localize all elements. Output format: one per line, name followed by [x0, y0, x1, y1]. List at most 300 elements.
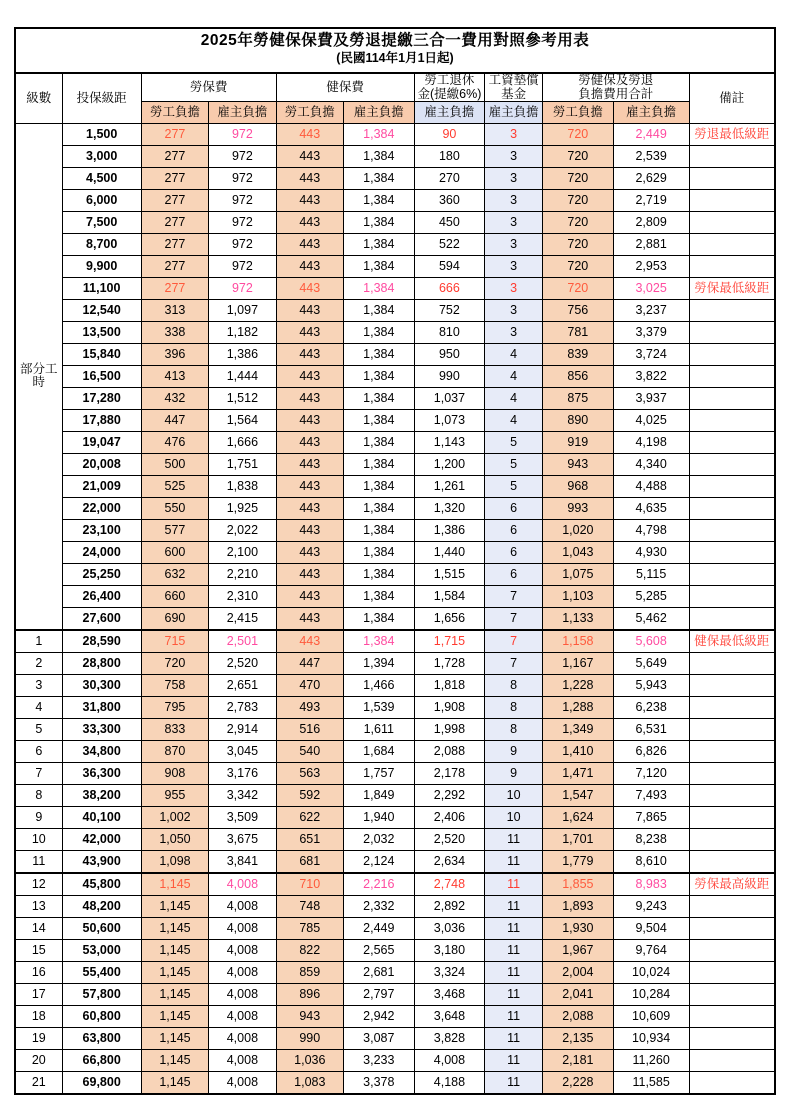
subheader-pension-employer: 雇主負擔 [414, 101, 485, 123]
subheader-fund-employer: 雇主負擔 [485, 101, 543, 123]
cell-insured-grade: 16,500 [62, 365, 141, 387]
cell-pension-employer: 2,634 [414, 850, 485, 873]
cell-remark [689, 563, 775, 585]
cell-health-employer: 1,940 [343, 806, 414, 828]
cell-level: 21 [15, 1071, 62, 1094]
cell-labor-employer: 1,097 [209, 299, 276, 321]
cell-health-employee: 443 [276, 453, 343, 475]
cell-health-employee: 443 [276, 475, 343, 497]
cell-labor-employee: 1,098 [141, 850, 208, 873]
cell-wage-fund: 11 [485, 895, 543, 917]
cell-total-employee: 1,075 [543, 563, 614, 585]
cell-health-employer: 1,384 [343, 145, 414, 167]
cell-pension-employer: 950 [414, 343, 485, 365]
cell-labor-employer: 2,022 [209, 519, 276, 541]
cell-labor-employer: 4,008 [209, 917, 276, 939]
cell-insured-grade: 57,800 [62, 983, 141, 1005]
cell-total-employer: 3,237 [613, 299, 689, 321]
cell-labor-employee: 600 [141, 541, 208, 563]
cell-health-employer: 2,032 [343, 828, 414, 850]
table-row [15, 961, 775, 983]
header-total-line1: 勞健保及勞退 [578, 73, 654, 88]
cell-remark: 健保最低級距 [689, 630, 775, 653]
cell-insured-grade: 66,800 [62, 1049, 141, 1071]
cell-labor-employee: 277 [141, 123, 208, 145]
cell-health-employer: 2,124 [343, 850, 414, 873]
cell-pension-employer: 2,292 [414, 784, 485, 806]
cell-labor-employee: 1,050 [141, 828, 208, 850]
cell-wage-fund: 4 [485, 387, 543, 409]
cell-labor-employee: 690 [141, 607, 208, 630]
cell-health-employee: 563 [276, 762, 343, 784]
cell-labor-employee: 1,145 [141, 895, 208, 917]
cell-health-employer: 3,087 [343, 1027, 414, 1049]
cell-wage-fund: 5 [485, 453, 543, 475]
cell-labor-employer: 2,520 [209, 652, 276, 674]
cell-level: 2 [15, 652, 62, 674]
cell-insured-grade: 23,100 [62, 519, 141, 541]
cell-pension-employer: 990 [414, 365, 485, 387]
cell-remark [689, 828, 775, 850]
cell-total-employer: 2,539 [613, 145, 689, 167]
cell-wage-fund: 3 [485, 211, 543, 233]
cell-remark [689, 1049, 775, 1071]
cell-health-employee: 990 [276, 1027, 343, 1049]
header-wage-fund [485, 73, 543, 101]
cell-total-employee: 1,349 [543, 718, 614, 740]
cell-pension-employer: 2,520 [414, 828, 485, 850]
cell-level: 5 [15, 718, 62, 740]
cell-total-employee: 720 [543, 189, 614, 211]
cell-remark [689, 895, 775, 917]
cell-health-employer: 3,233 [343, 1049, 414, 1071]
cell-labor-employer: 972 [209, 233, 276, 255]
cell-health-employer: 1,384 [343, 255, 414, 277]
cell-insured-grade: 17,880 [62, 409, 141, 431]
table-row [15, 1027, 775, 1049]
cell-insured-grade: 24,000 [62, 541, 141, 563]
cell-health-employee: 822 [276, 939, 343, 961]
cell-health-employee: 710 [276, 873, 343, 896]
cell-total-employer: 5,943 [613, 674, 689, 696]
cell-insured-grade: 3,000 [62, 145, 141, 167]
cell-health-employer: 1,384 [343, 607, 414, 630]
table-row [15, 211, 775, 233]
cell-pension-employer: 450 [414, 211, 485, 233]
table-row [15, 850, 775, 873]
cell-total-employee: 781 [543, 321, 614, 343]
cell-wage-fund: 8 [485, 696, 543, 718]
cell-total-employee: 1,167 [543, 652, 614, 674]
cell-wage-fund: 4 [485, 343, 543, 365]
cell-level: 10 [15, 828, 62, 850]
cell-total-employer: 2,719 [613, 189, 689, 211]
cell-insured-grade: 42,000 [62, 828, 141, 850]
cell-wage-fund: 11 [485, 873, 543, 896]
cell-wage-fund: 6 [485, 541, 543, 563]
cell-total-employee: 1,967 [543, 939, 614, 961]
cell-insured-grade: 20,008 [62, 453, 141, 475]
cell-labor-employer: 1,444 [209, 365, 276, 387]
cell-labor-employee: 277 [141, 233, 208, 255]
cell-wage-fund: 3 [485, 233, 543, 255]
table-row [15, 917, 775, 939]
cell-insured-grade: 6,000 [62, 189, 141, 211]
cell-labor-employee: 277 [141, 277, 208, 299]
cell-health-employer: 1,384 [343, 519, 414, 541]
cell-insured-grade: 38,200 [62, 784, 141, 806]
cell-remark [689, 1071, 775, 1094]
cell-labor-employer: 1,512 [209, 387, 276, 409]
cell-health-employee: 443 [276, 277, 343, 299]
cell-health-employer: 1,684 [343, 740, 414, 762]
cell-insured-grade: 11,100 [62, 277, 141, 299]
side-label-part-time: 部分工時 [15, 123, 62, 630]
table-row [15, 718, 775, 740]
cell-labor-employer: 4,008 [209, 1005, 276, 1027]
cell-total-employee: 720 [543, 233, 614, 255]
cell-labor-employee: 577 [141, 519, 208, 541]
cell-remark [689, 696, 775, 718]
cell-total-employee: 875 [543, 387, 614, 409]
cell-health-employer: 2,942 [343, 1005, 414, 1027]
cell-remark [689, 409, 775, 431]
cell-level: 15 [15, 939, 62, 961]
table-row [15, 828, 775, 850]
cell-health-employee: 443 [276, 255, 343, 277]
cell-remark [689, 211, 775, 233]
cell-insured-grade: 8,700 [62, 233, 141, 255]
cell-level: 9 [15, 806, 62, 828]
cell-remark: 勞保最高級距 [689, 873, 775, 896]
cell-remark [689, 321, 775, 343]
cell-total-employee: 1,228 [543, 674, 614, 696]
cell-total-employer: 6,531 [613, 718, 689, 740]
cell-labor-employee: 447 [141, 409, 208, 431]
cell-remark [689, 167, 775, 189]
cell-health-employee: 443 [276, 343, 343, 365]
cell-labor-employer: 972 [209, 277, 276, 299]
cell-total-employee: 1,133 [543, 607, 614, 630]
cell-level: 11 [15, 850, 62, 873]
cell-health-employer: 2,797 [343, 983, 414, 1005]
cell-wage-fund: 11 [485, 850, 543, 873]
cell-total-employer: 7,493 [613, 784, 689, 806]
cell-wage-fund: 7 [485, 652, 543, 674]
table-row [15, 431, 775, 453]
cell-health-employer: 1,384 [343, 541, 414, 563]
cell-health-employer: 1,384 [343, 123, 414, 145]
cell-health-employee: 622 [276, 806, 343, 828]
cell-insured-grade: 50,600 [62, 917, 141, 939]
cell-total-employer: 7,120 [613, 762, 689, 784]
cell-health-employer: 1,384 [343, 365, 414, 387]
cell-level: 12 [15, 873, 62, 896]
header-total-line2: 負擔費用合計 [578, 86, 654, 101]
table-row [15, 409, 775, 431]
cell-pension-employer: 1,440 [414, 541, 485, 563]
cell-insured-grade: 30,300 [62, 674, 141, 696]
cell-pension-employer: 3,468 [414, 983, 485, 1005]
cell-health-employee: 443 [276, 519, 343, 541]
cell-insured-grade: 36,300 [62, 762, 141, 784]
cell-wage-fund: 8 [485, 674, 543, 696]
cell-labor-employer: 3,675 [209, 828, 276, 850]
cell-total-employer: 3,822 [613, 365, 689, 387]
cell-pension-employer: 3,324 [414, 961, 485, 983]
cell-remark [689, 850, 775, 873]
cell-health-employee: 443 [276, 497, 343, 519]
cell-health-employer: 1,384 [343, 299, 414, 321]
cell-insured-grade: 27,600 [62, 607, 141, 630]
cell-labor-employer: 4,008 [209, 873, 276, 896]
cell-pension-employer: 2,088 [414, 740, 485, 762]
cell-total-employer: 4,488 [613, 475, 689, 497]
cell-level: 20 [15, 1049, 62, 1071]
cell-level: 17 [15, 983, 62, 1005]
cell-pension-employer: 3,036 [414, 917, 485, 939]
cell-labor-employer: 972 [209, 167, 276, 189]
cell-total-employer: 2,881 [613, 233, 689, 255]
cell-total-employee: 1,288 [543, 696, 614, 718]
cell-health-employee: 748 [276, 895, 343, 917]
cell-total-employee: 919 [543, 431, 614, 453]
cell-labor-employer: 4,008 [209, 895, 276, 917]
cell-total-employer: 10,934 [613, 1027, 689, 1049]
cell-health-employer: 2,216 [343, 873, 414, 896]
cell-health-employer: 1,384 [343, 387, 414, 409]
cell-total-employer: 4,025 [613, 409, 689, 431]
cell-pension-employer: 3,180 [414, 939, 485, 961]
cell-labor-employee: 277 [141, 167, 208, 189]
cell-total-employee: 1,410 [543, 740, 614, 762]
cell-remark: 勞保最低級距 [689, 277, 775, 299]
cell-wage-fund: 10 [485, 784, 543, 806]
table-row [15, 541, 775, 563]
cell-labor-employee: 632 [141, 563, 208, 585]
cell-labor-employee: 432 [141, 387, 208, 409]
cell-pension-employer: 1,386 [414, 519, 485, 541]
table-row [15, 1071, 775, 1094]
cell-remark [689, 674, 775, 696]
cell-health-employer: 1,384 [343, 563, 414, 585]
cell-level: 7 [15, 762, 62, 784]
cell-labor-employee: 277 [141, 189, 208, 211]
cell-health-employee: 443 [276, 365, 343, 387]
cell-labor-employer: 2,210 [209, 563, 276, 585]
cell-wage-fund: 3 [485, 189, 543, 211]
cell-health-employee: 516 [276, 718, 343, 740]
cell-remark [689, 784, 775, 806]
cell-labor-employee: 277 [141, 255, 208, 277]
cell-health-employer: 1,384 [343, 167, 414, 189]
cell-wage-fund: 3 [485, 299, 543, 321]
cell-remark [689, 983, 775, 1005]
cell-health-employee: 443 [276, 409, 343, 431]
cell-total-employee: 1,779 [543, 850, 614, 873]
cell-insured-grade: 26,400 [62, 585, 141, 607]
cell-total-employee: 720 [543, 167, 614, 189]
cell-pension-employer: 1,584 [414, 585, 485, 607]
cell-total-employee: 720 [543, 255, 614, 277]
cell-total-employer: 2,629 [613, 167, 689, 189]
cell-health-employer: 3,378 [343, 1071, 414, 1094]
cell-total-employer: 9,504 [613, 917, 689, 939]
header-remark: 備註 [689, 73, 775, 123]
cell-health-employee: 443 [276, 299, 343, 321]
cell-health-employee: 470 [276, 674, 343, 696]
cell-labor-employee: 1,145 [141, 873, 208, 896]
cell-health-employer: 1,384 [343, 211, 414, 233]
cell-insured-grade: 55,400 [62, 961, 141, 983]
cell-remark [689, 343, 775, 365]
cell-remark [689, 541, 775, 563]
cell-health-employee: 443 [276, 233, 343, 255]
table-row [15, 453, 775, 475]
cell-health-employer: 1,384 [343, 277, 414, 299]
cell-total-employer: 10,609 [613, 1005, 689, 1027]
cell-labor-employee: 396 [141, 343, 208, 365]
table-row [15, 762, 775, 784]
table-row [15, 740, 775, 762]
cell-insured-grade: 15,840 [62, 343, 141, 365]
subheader-total-employee: 勞工負擔 [543, 101, 614, 123]
cell-remark [689, 740, 775, 762]
table-row [15, 299, 775, 321]
cell-health-employee: 651 [276, 828, 343, 850]
table-row [15, 519, 775, 541]
cell-wage-fund: 3 [485, 277, 543, 299]
cell-total-employee: 890 [543, 409, 614, 431]
cell-wage-fund: 11 [485, 917, 543, 939]
cell-insured-grade: 43,900 [62, 850, 141, 873]
cell-labor-employer: 2,501 [209, 630, 276, 653]
cell-pension-employer: 1,320 [414, 497, 485, 519]
cell-insured-grade: 7,500 [62, 211, 141, 233]
cell-labor-employee: 525 [141, 475, 208, 497]
cell-health-employee: 447 [276, 652, 343, 674]
cell-labor-employee: 1,145 [141, 1049, 208, 1071]
cell-remark [689, 1005, 775, 1027]
cell-labor-employee: 660 [141, 585, 208, 607]
cell-pension-employer: 180 [414, 145, 485, 167]
cell-wage-fund: 7 [485, 630, 543, 653]
subheader-hi-employer: 雇主負擔 [343, 101, 414, 123]
cell-remark [689, 475, 775, 497]
table-title [15, 28, 775, 73]
cell-total-employee: 1,930 [543, 917, 614, 939]
cell-labor-employer: 1,386 [209, 343, 276, 365]
cell-total-employer: 9,764 [613, 939, 689, 961]
cell-labor-employee: 1,145 [141, 939, 208, 961]
cell-total-employer: 3,937 [613, 387, 689, 409]
cell-labor-employee: 715 [141, 630, 208, 653]
table-row [15, 585, 775, 607]
cell-health-employer: 2,565 [343, 939, 414, 961]
cell-insured-grade: 25,250 [62, 563, 141, 585]
header-grade: 投保級距 [62, 73, 141, 123]
cell-insured-grade: 33,300 [62, 718, 141, 740]
cell-total-employee: 856 [543, 365, 614, 387]
cell-health-employee: 785 [276, 917, 343, 939]
cell-total-employer: 5,285 [613, 585, 689, 607]
header-wage-fund-line2: 基金 [501, 86, 527, 101]
cell-health-employer: 1,466 [343, 674, 414, 696]
cell-health-employee: 859 [276, 961, 343, 983]
cell-pension-employer: 1,998 [414, 718, 485, 740]
cell-total-employee: 1,471 [543, 762, 614, 784]
cell-labor-employer: 3,509 [209, 806, 276, 828]
cell-labor-employer: 1,838 [209, 475, 276, 497]
cell-health-employee: 443 [276, 123, 343, 145]
cell-labor-employee: 277 [141, 211, 208, 233]
cell-health-employee: 443 [276, 431, 343, 453]
cell-labor-employer: 3,342 [209, 784, 276, 806]
cell-labor-employer: 972 [209, 255, 276, 277]
cell-health-employee: 592 [276, 784, 343, 806]
cell-total-employer: 2,953 [613, 255, 689, 277]
header-wage-fund-line1: 工資墊償 [488, 73, 539, 88]
cell-insured-grade: 21,009 [62, 475, 141, 497]
cell-labor-employee: 277 [141, 145, 208, 167]
cell-pension-employer: 522 [414, 233, 485, 255]
cell-wage-fund: 6 [485, 497, 543, 519]
cell-labor-employer: 4,008 [209, 961, 276, 983]
cell-remark [689, 387, 775, 409]
cell-labor-employer: 4,008 [209, 983, 276, 1005]
cell-labor-employer: 2,100 [209, 541, 276, 563]
title-sub: (民國114年1月1日起) [336, 51, 454, 66]
cell-pension-employer: 1,143 [414, 431, 485, 453]
cell-total-employee: 756 [543, 299, 614, 321]
cell-wage-fund: 9 [485, 762, 543, 784]
cell-total-employer: 3,724 [613, 343, 689, 365]
cell-health-employer: 1,384 [343, 475, 414, 497]
table-row [15, 321, 775, 343]
table-row [15, 145, 775, 167]
cell-total-employee: 720 [543, 211, 614, 233]
cell-total-employee: 2,041 [543, 983, 614, 1005]
cell-total-employee: 2,135 [543, 1027, 614, 1049]
cell-health-employer: 2,681 [343, 961, 414, 983]
cell-total-employer: 4,340 [613, 453, 689, 475]
cell-health-employer: 2,449 [343, 917, 414, 939]
cell-health-employee: 443 [276, 630, 343, 653]
cell-insured-grade: 45,800 [62, 873, 141, 896]
cell-total-employer: 3,025 [613, 277, 689, 299]
table-row [15, 387, 775, 409]
cell-health-employer: 2,332 [343, 895, 414, 917]
table-row [15, 277, 775, 299]
table-row [15, 1049, 775, 1071]
cell-total-employer: 5,115 [613, 563, 689, 585]
cell-pension-employer: 1,818 [414, 674, 485, 696]
cell-insured-grade: 19,047 [62, 431, 141, 453]
cell-health-employee: 443 [276, 211, 343, 233]
subheader-li-employee: 勞工負擔 [141, 101, 208, 123]
cell-remark [689, 961, 775, 983]
cell-labor-employee: 795 [141, 696, 208, 718]
cell-health-employee: 443 [276, 607, 343, 630]
cell-wage-fund: 5 [485, 431, 543, 453]
cell-health-employee: 896 [276, 983, 343, 1005]
cell-total-employee: 720 [543, 277, 614, 299]
cell-total-employer: 6,238 [613, 696, 689, 718]
cell-wage-fund: 11 [485, 939, 543, 961]
cell-total-employer: 4,635 [613, 497, 689, 519]
cell-total-employee: 1,043 [543, 541, 614, 563]
cell-total-employer: 7,865 [613, 806, 689, 828]
